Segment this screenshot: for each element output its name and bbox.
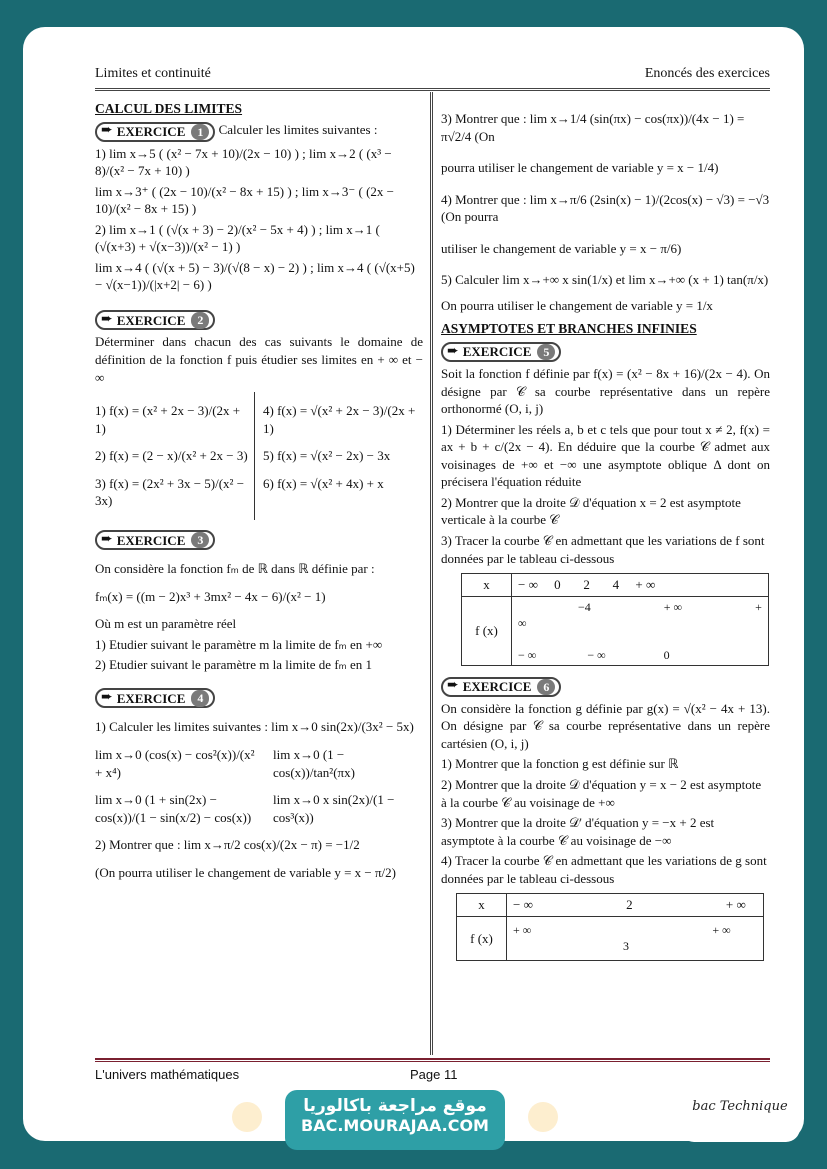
section-title: ASYMPTOTES ET BRANCHES INFINIES: [441, 321, 697, 337]
x-value: 2: [583, 577, 590, 593]
question: 2) Montrer que la droite 𝒟 d'équation y = x − 2 est asymptote à la courbe 𝒞 au voisinage de +∞: [441, 776, 762, 810]
function-def: 6) f(x) = √(x² + 4x) + x: [263, 475, 384, 491]
arrow-icon: ➨: [447, 678, 459, 694]
x-value: 0: [554, 577, 561, 593]
exercise-intro: Déterminer dans chacun des cas suivants le domaine de définition de la fonction f puis étudier ses limites en + ∞ et − ∞: [95, 334, 423, 385]
exercise-label: EXERCICE: [116, 690, 186, 706]
exercise-label: EXERCICE: [116, 312, 186, 328]
question: 1) Montrer que la fonction g est définie sur ℝ: [441, 756, 679, 772]
exercise-number: 1: [191, 124, 209, 140]
question: pourra utiliser le changement de variable y = x − 1/4): [441, 160, 719, 176]
question: 4) Montrer que : lim x→π/6 (2sin(x) − 1)/(2cos(x) − √3) = −√3 (On pourra: [441, 191, 770, 225]
limit-line: lim x→3⁺ ( (2x − 10)/(x² − 8x + 15) ) ; lim x→3⁻ ( (2x − 10)/(x² − 8x + 15) ): [95, 183, 394, 217]
exercise-number: 3: [191, 532, 209, 548]
table-header: x: [457, 894, 507, 917]
f-value: + ∞: [513, 923, 532, 938]
hint: (On pourra utiliser le changement de variable y = x − π/2): [95, 864, 396, 880]
question: 1) Déterminer les réels a, b et c tels que pour tout x ≠ 2, f(x) = ax + b + c/(2x − 4). En déduire que la courbe 𝒞 admet aux voisinages de +∞ et −∞ une asymptote oblique Δ dont on précisera l'équation réduite: [441, 421, 770, 490]
question: 3) Montrer que : lim x→1/4 (sin(πx) − cos(πx))/(4x − 1) = π√2/4 (On: [441, 111, 745, 144]
exercise-label: EXERCICE: [116, 532, 186, 548]
site-banner[interactable]: [285, 1090, 505, 1150]
table-header: x: [462, 574, 512, 597]
limit-expression: lim x→0 (cos(x) − cos²(x))/(x² + x⁴): [95, 747, 255, 780]
x-value: − ∞: [513, 897, 533, 913]
f-value: 3: [623, 939, 629, 954]
exercise-badge: [95, 530, 215, 550]
f-value: + ∞: [712, 923, 731, 938]
exercise-number: 5: [537, 344, 555, 360]
exercise-number: 4: [191, 690, 209, 706]
x-value: + ∞: [725, 897, 746, 913]
question: 4) Tracer la courbe 𝒞 en admettant que les variations de g sont données par le tableau ci-dessous: [441, 853, 767, 886]
exercise-label: EXERCICE: [116, 123, 186, 139]
f-value: −4: [578, 599, 591, 614]
page-number: Page 11: [410, 1067, 458, 1082]
arrow-icon: ➨: [101, 690, 113, 706]
x-value: + ∞: [635, 577, 656, 593]
limit-expression: lim x→0 (1 − cos(x))/tan²(πx): [273, 747, 355, 780]
function-def: 5) f(x) = √(x² − 2x) − 3x: [263, 448, 391, 464]
arrow-icon: ➨: [101, 531, 113, 547]
table-row: [507, 894, 764, 917]
table-row: [512, 596, 769, 666]
function-def: 1) f(x) = (x² + 2x − 3)/(2x + 1): [95, 403, 241, 436]
question: 2) Montrer que la droite 𝒟 d'équation x = 2 est asymptote verticale à la courbe 𝒞: [441, 494, 741, 528]
exercise-intro: On considère la fonction g définie par g(x) = √(x² − 4x + 13). On désigne par 𝒞 sa courbe représentative dans un repère cartésien (O, i, j): [441, 700, 770, 751]
exercise-badge: [441, 677, 561, 697]
function-def: fₘ(x) = ((m − 2)x³ + 3mx² − 4x − 6)/(x² − 1): [95, 588, 326, 604]
exercise-badge: [95, 122, 215, 142]
table-row: [512, 574, 769, 597]
question: 1) Calculer les limites suivantes : lim x→0 sin(2x)/(3x² − 5x): [95, 719, 414, 735]
exercise-label: EXERCICE: [462, 344, 532, 360]
f-value: − ∞: [587, 648, 606, 663]
header-left: Limites et continuité: [95, 66, 211, 81]
exercise-label: EXERCICE: [462, 679, 532, 695]
question: 2) Etudier suivant le paramètre m la limite de fₘ en 1: [95, 657, 373, 673]
variation-table: [456, 893, 764, 961]
brand-logo: bac Technique: [680, 1072, 800, 1142]
exercise-badge: [95, 310, 215, 330]
page-header: [95, 66, 770, 82]
header-rule: [95, 88, 770, 91]
limit-expression: lim x→0 (1 + sin(2x) − cos(x))/(1 − sin(x/2) − cos(x)): [95, 792, 252, 825]
function-def: 2) f(x) = (2 − x)/(x² + 2x − 3): [95, 448, 248, 464]
banner-arabic: موقع مراجعة باكالوريا: [303, 1096, 487, 1116]
x-value: 2: [626, 897, 633, 913]
section-title: CALCUL DES LIMITES: [95, 101, 243, 116]
column-divider: [430, 92, 433, 1055]
f-value: 0: [663, 648, 670, 663]
question: 5) Calculer lim x→+∞ x sin(1/x) et lim x→+∞ (x + 1) tan(π/x): [441, 272, 769, 288]
footer-left: L'univers mathématiques: [95, 1067, 240, 1082]
question: 3) Tracer la courbe 𝒞 en admettant que les variations de f sont données par le tableau ci-dessous: [441, 532, 765, 566]
exercise-number: 2: [191, 312, 209, 328]
exercise-number: 6: [537, 679, 555, 695]
question: 1) Etudier suivant le paramètre m la limite de fₘ en +∞: [95, 636, 383, 652]
variation-table: [461, 573, 769, 666]
question: On pourra utiliser le changement de variable y = 1/x: [441, 297, 713, 313]
question: 2) Montrer que : lim x→π/2 cos(x)/(2x − π) = −1/2: [95, 837, 360, 853]
exercise-badge: [441, 342, 561, 362]
function-def: 4) f(x) = √(x² + 2x − 3)/(2x + 1): [263, 403, 416, 436]
logo-icon: [528, 1102, 558, 1132]
exercise-intro: Calculer les limites suivantes :: [218, 122, 378, 138]
table-row: [507, 916, 764, 960]
exercise-badge: [95, 688, 215, 708]
table-header: f (x): [462, 596, 512, 666]
exercise-intro: Soit la fonction f définie par f(x) = (x² − 8x + 16)/(2x − 4). On désigne par 𝒞 sa courbe représentative dans un repère orthonormé (O, i, j): [441, 366, 770, 417]
limit-line: 1) lim x→5 ( (x² − 7x + 10)/(2x − 10) ) ; lim x→2 ( (x³ − 8)/(x² − 7x + 10) ): [95, 145, 392, 179]
arrow-icon: ➨: [447, 343, 459, 359]
exercise-intro: On considère la fonction fₘ de ℝ dans ℝ définie par :: [95, 561, 375, 577]
limit-line: 2) lim x→1 ( (√(x + 3) − 2)/(x² − 5x + 4) ) ; lim x→1 ( (√(x+3) + √(x−3))/(x² − 1) ): [95, 221, 380, 255]
function-def: 3) f(x) = (2x² + 3x − 5)/(x² − 3x): [95, 475, 245, 509]
right-column: [441, 100, 770, 961]
table-header: f (x): [457, 916, 507, 960]
banner-url: BAC.MOURAJAA.COM: [301, 1116, 489, 1135]
parameter-note: Où m est un paramètre réel: [95, 616, 237, 632]
logo-icon: [232, 1102, 262, 1132]
limit-expression: lim x→0 x sin(2x)/(1 − cos³(x)): [273, 792, 395, 825]
f-value: + ∞: [663, 599, 683, 614]
arrow-icon: ➨: [101, 123, 113, 139]
question: 3) Montrer que la droite 𝒟' d'équation y = −x + 2 est asymptote à la courbe 𝒞 au voisinage de −∞: [441, 815, 715, 848]
x-value: − ∞: [518, 577, 538, 593]
x-value: 4: [612, 577, 620, 593]
left-column: [95, 100, 423, 884]
f-value: + ∞: [518, 599, 762, 630]
limit-line: lim x→4 ( (√(x + 5) − 3)/(√(8 − x) − 2) ) ; lim x→4 ( (√(x+5) − √(x−1))/(|x+2| − 6) ): [95, 259, 415, 293]
header-right: Enoncés des exercices: [644, 66, 770, 81]
arrow-icon: ➨: [101, 312, 113, 328]
f-value: − ∞: [518, 648, 537, 663]
question: utiliser le changement de variable y = x − π/6): [441, 240, 682, 256]
footer-rule: [95, 1058, 770, 1062]
